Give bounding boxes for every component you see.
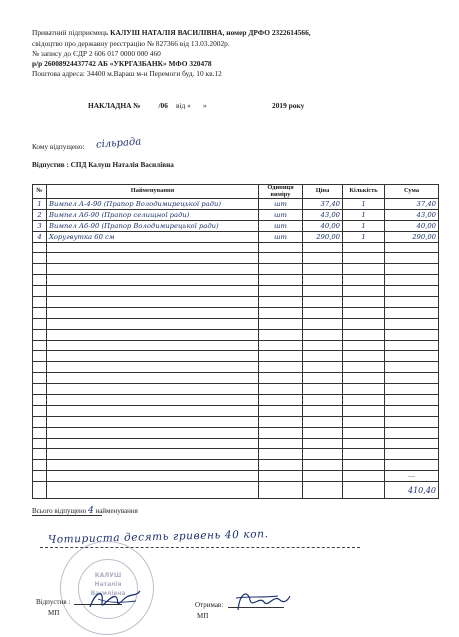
summary-count: 4 [87,506,94,516]
item-price: 290,00 [303,231,343,242]
table-row [33,275,439,286]
invoice-date-open: від « [176,101,191,110]
empty-cell [385,405,439,416]
mp-label-1: МП [48,609,60,617]
row-number: 4 [33,231,47,242]
col-header-price: Ціна [303,185,343,199]
empty-cell [47,253,259,264]
empty-cell [303,318,343,329]
empty-cell [343,405,385,416]
empty-cell [303,286,343,297]
empty-cell [303,449,343,460]
empty-cell [259,482,303,499]
empty-cell [33,329,47,340]
empty-cell [385,242,439,253]
item-quantity: 1 [343,199,385,210]
empty-cell [259,395,303,406]
stamp-text-3: Василівна [90,590,126,597]
header-line-3: № запису до ЄДР 2 606 017 0000 000 460 [32,49,161,58]
empty-cell [303,275,343,286]
table-row [33,395,439,406]
empty-cell [385,395,439,406]
item-price: 40,00 [303,220,343,231]
entrepreneur-name: КАЛУШ НАТАЛІЯ ВАСИЛІВНА, [110,28,225,37]
empty-cell [47,340,259,351]
table-row [33,340,439,351]
empty-cell [33,286,47,297]
table-row [33,482,439,499]
empty-cell [47,351,259,362]
empty-cell [259,438,303,449]
empty-cell [47,416,259,427]
empty-cell [259,286,303,297]
header-line-1 [32,29,311,37]
table-row [33,362,439,373]
received-signature [232,586,292,616]
empty-cell [343,460,385,471]
empty-cell [47,384,259,395]
empty-cell [343,471,385,482]
invoice-number: /06 [158,101,168,110]
empty-cell [33,351,47,362]
empty-cell [303,362,343,373]
empty-cell [47,471,259,482]
empty-cell [259,242,303,253]
empty-cell [343,416,385,427]
table-row [33,471,439,482]
empty-cell [33,362,47,373]
empty-cell [385,460,439,471]
empty-cell [303,264,343,275]
empty-cell [259,384,303,395]
summary-prefix: Всього відпущено [32,507,87,515]
empty-cell [259,329,303,340]
item-name: Вимпел А6-90 (Прапор селищної ради) [47,209,259,220]
empty-cell [259,405,303,416]
recipient-value: сільрада [95,136,142,151]
empty-cell [33,275,47,286]
invoice-label: НАКЛАДНА № [88,101,141,110]
empty-cell [33,340,47,351]
empty-cell [259,351,303,362]
empty-cell [33,471,47,482]
empty-cell [343,351,385,362]
empty-cell [259,427,303,438]
item-quantity: 1 [343,220,385,231]
empty-cell [343,384,385,395]
empty-cell [259,471,303,482]
item-name: Хоругвутка 60 см [47,231,259,242]
table-row [33,231,439,242]
empty-cell [33,253,47,264]
empty-cell [259,460,303,471]
header-line-2: свідоцтво про державну реєстрацію № 827366 від 13.03.2002р. [32,39,230,48]
summary-suffix: найменування [95,507,138,515]
empty-cell [303,405,343,416]
empty-cell [385,253,439,264]
sender-label: Відпустив : [32,161,69,169]
table-row [33,307,439,318]
table-row [33,286,439,297]
sender-row [32,161,174,169]
empty-cell [303,242,343,253]
empty-cell [343,340,385,351]
empty-cell [33,373,47,384]
table-row [33,373,439,384]
summary-underline [32,515,102,516]
item-name: Вимпел А-4-90 (Прапор Володимирецької ради) [47,199,259,210]
empty-cell [33,438,47,449]
empty-cell [33,318,47,329]
empty-cell [385,318,439,329]
empty-cell [259,416,303,427]
empty-cell [385,427,439,438]
empty-cell [303,373,343,384]
table-row [33,351,439,362]
empty-cell [47,329,259,340]
empty-cell [343,318,385,329]
empty-cell [303,416,343,427]
empty-cell [385,340,439,351]
table-row [33,209,439,220]
table-row [33,220,439,231]
table-row [33,318,439,329]
empty-cell [343,297,385,308]
items-table [32,184,439,499]
empty-cell [259,253,303,264]
empty-cell [259,449,303,460]
empty-cell [303,460,343,471]
empty-cell [47,460,259,471]
table-row [33,438,439,449]
empty-cell [343,427,385,438]
col-header-unit: Одиниця виміру [259,185,303,199]
table-body [33,199,439,499]
empty-cell [303,438,343,449]
empty-cell [303,471,343,482]
empty-cell [385,416,439,427]
empty-cell [343,362,385,373]
empty-cell [303,297,343,308]
empty-cell [47,286,259,297]
item-sum: 290,00 [385,231,439,242]
stamp-text-1: КАЛУШ [94,572,122,579]
drfo-code: номер ДРФО 2322614566, [226,28,311,37]
empty-cell [385,307,439,318]
empty-cell [259,318,303,329]
row-number: 2 [33,209,47,220]
col-header-quantity: Кількість [343,185,385,199]
empty-cell [47,362,259,373]
empty-cell [47,307,259,318]
item-sum: 43,00 [385,209,439,220]
item-name: Вимпел А6-90 (Прапор Володимирецької ради) [47,220,259,231]
col-header-sum: Сума [385,185,439,199]
empty-cell [33,384,47,395]
empty-cell [343,373,385,384]
header-prefix: Приватний підприємець [32,28,109,37]
empty-cell [303,427,343,438]
empty-cell [343,307,385,318]
empty-cell [33,405,47,416]
empty-cell [259,307,303,318]
empty-cell [343,438,385,449]
empty-cell [33,297,47,308]
row-number: 3 [33,220,47,231]
empty-cell [259,362,303,373]
col-header-number: № [33,185,47,199]
empty-cell [47,318,259,329]
empty-cell [259,264,303,275]
empty-cell [385,384,439,395]
empty-cell [47,449,259,460]
item-unit: шт [259,220,303,231]
empty-cell [33,449,47,460]
empty-cell [385,438,439,449]
table-row [33,253,439,264]
empty-cell [303,340,343,351]
table-row [33,416,439,427]
invoice-year: 2019 року [272,101,305,110]
empty-cell [385,264,439,275]
empty-cell [47,242,259,253]
empty-cell [47,438,259,449]
header-line-4: р/р 26008924437742 АБ «УКРГАЗБАНК» МФО 320478 [32,59,212,68]
empty-cell [343,242,385,253]
empty-cell [259,373,303,384]
stamp-text-2: Наталія [94,581,122,588]
empty-cell [303,253,343,264]
empty-cell [33,482,47,499]
item-sum: 37,40 [385,199,439,210]
empty-cell [343,482,385,499]
header-line-5: Поштова адреса: 34400 м.Вараш м-н Перемоги буд. 10 кв.12 [32,69,222,78]
empty-cell [33,307,47,318]
empty-cell [33,242,47,253]
received-label: Отримав: [195,601,224,609]
empty-cell [343,264,385,275]
recipient-label: Кому відпущено: [32,143,85,151]
item-unit: шт [259,231,303,242]
table-row [33,384,439,395]
empty-cell [385,286,439,297]
empty-cell [385,373,439,384]
empty-cell [33,427,47,438]
table-row [33,460,439,471]
empty-cell [343,275,385,286]
empty-cell [385,329,439,340]
table-row [33,297,439,308]
empty-cell [47,405,259,416]
empty-cell [385,351,439,362]
table-row [33,449,439,460]
empty-cell [343,329,385,340]
empty-cell [303,395,343,406]
empty-cell [33,416,47,427]
empty-cell [303,384,343,395]
empty-cell [343,449,385,460]
empty-cell [385,362,439,373]
empty-cell [259,297,303,308]
row-number: 1 [33,199,47,210]
empty-cell [385,297,439,308]
item-price: 43,00 [303,209,343,220]
empty-cell [343,253,385,264]
table-row [33,199,439,210]
mp-label-2: МП [197,612,209,620]
amount-in-words: Чотириста десять гривень 40 коп. [47,528,269,546]
table-row [33,264,439,275]
empty-cell [33,395,47,406]
invoice-date-close: » [203,101,207,110]
empty-cell [303,307,343,318]
empty-cell [47,427,259,438]
item-unit: шт [259,199,303,210]
empty-cell [47,482,259,499]
empty-cell [343,395,385,406]
item-quantity: 1 [343,209,385,220]
empty-cell [47,297,259,308]
col-header-name: Найменування [47,185,259,199]
empty-cell [47,373,259,384]
table-row [33,329,439,340]
table-row [33,427,439,438]
dash-cell: — [385,471,439,482]
table-row [33,242,439,253]
empty-cell [303,329,343,340]
released-label: Відпустив : [36,598,71,606]
empty-cell [47,264,259,275]
empty-cell [303,351,343,362]
released-signature [86,585,144,615]
empty-cell [385,275,439,286]
table-header-row [33,185,439,199]
empty-cell [259,275,303,286]
empty-cell [33,264,47,275]
empty-cell [47,395,259,406]
empty-cell [259,340,303,351]
empty-cell [47,275,259,286]
empty-cell [303,482,343,499]
empty-cell [33,460,47,471]
invoice-title [88,101,168,110]
empty-cell [385,449,439,460]
empty-cell [343,286,385,297]
item-unit: шт [259,209,303,220]
sender-value: СПД Калуш Наталія Василівна [70,161,174,169]
total-sum: 410,40 [385,482,439,499]
item-quantity: 1 [343,231,385,242]
item-sum: 40,00 [385,220,439,231]
table-row [33,405,439,416]
item-price: 37,40 [303,199,343,210]
